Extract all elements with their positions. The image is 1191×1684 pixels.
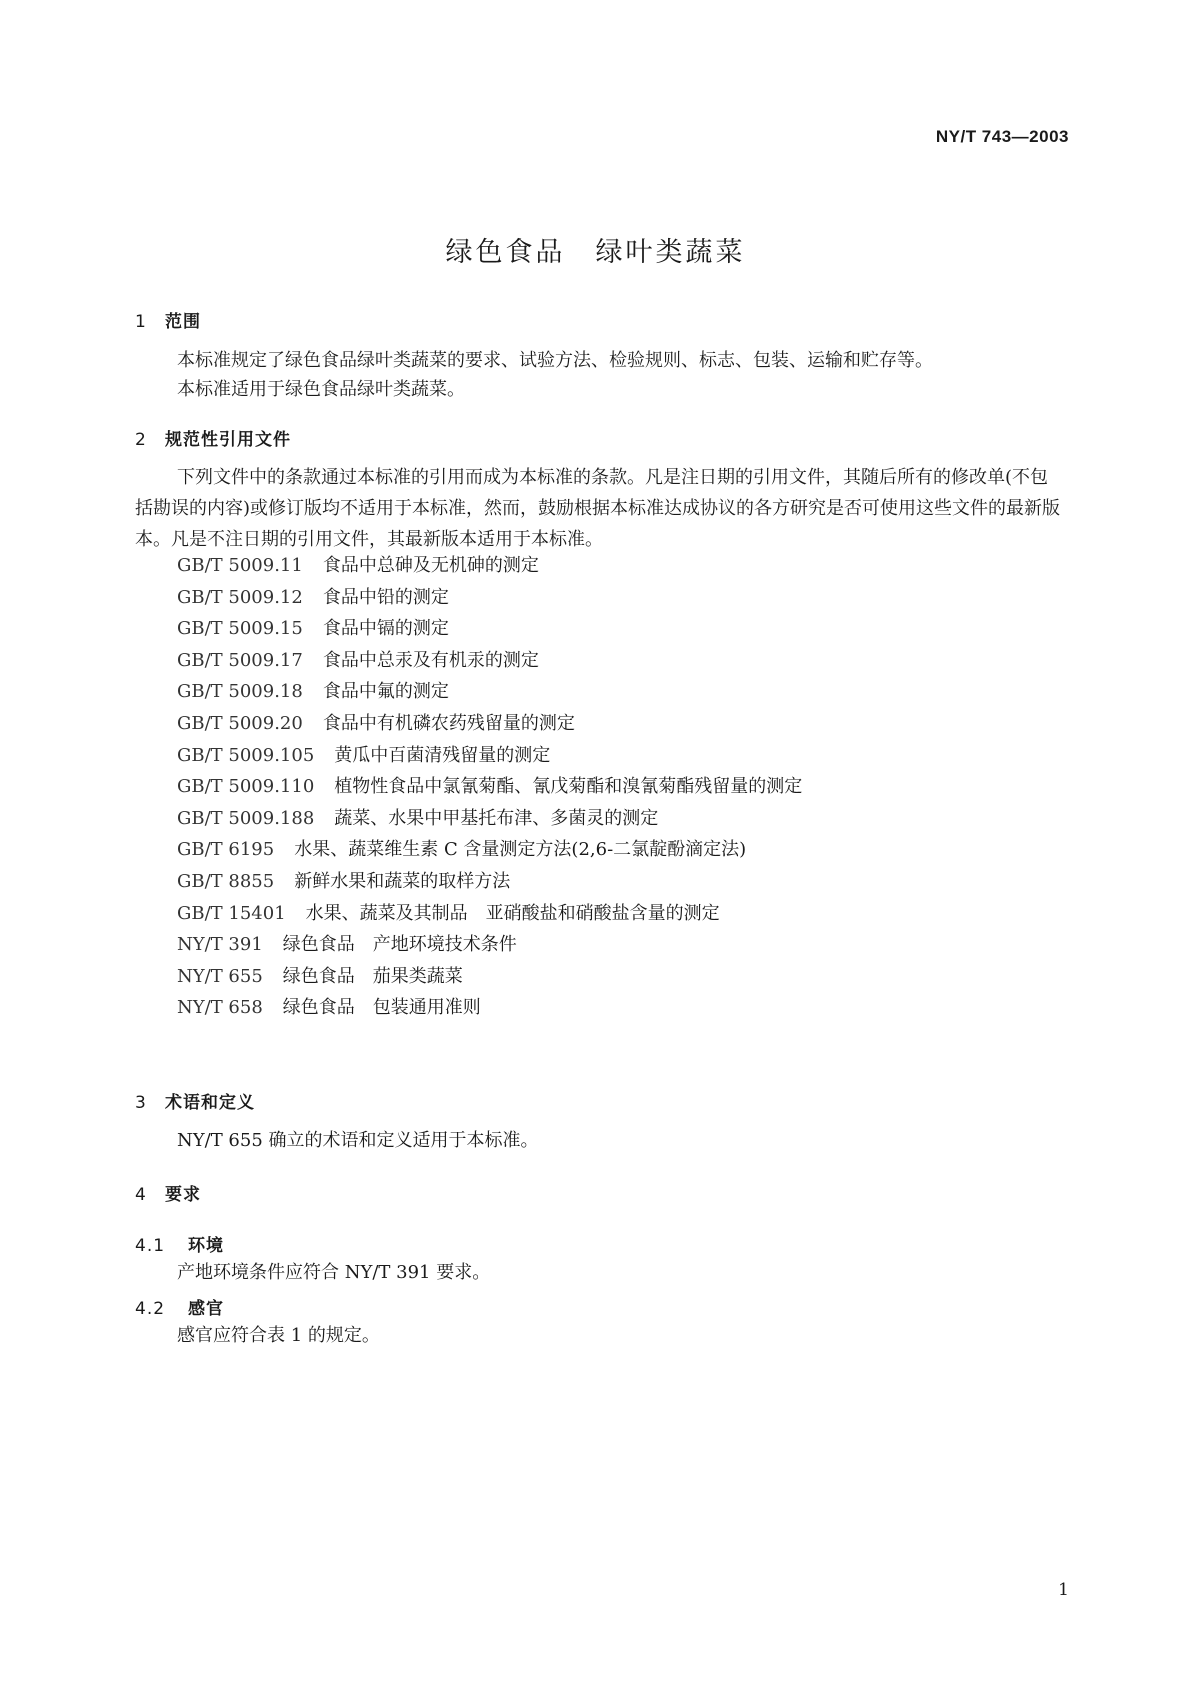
section-4-heading: [135, 1180, 201, 1205]
reference-item: [177, 834, 802, 866]
reference-code: GB/T 5009.105: [177, 744, 315, 766]
reference-code: GB/T 15401: [177, 902, 286, 924]
reference-item: [177, 866, 802, 898]
reference-code: GB/T 5009.188: [177, 807, 315, 829]
reference-item: [177, 613, 802, 645]
section-number: 1: [135, 312, 147, 332]
document-title: 绿色食品 绿叶类蔬菜: [445, 237, 746, 268]
subsection-4-1-heading: [135, 1231, 224, 1256]
scope-paragraph-2: 本标准适用于绿色食品绿叶类蔬菜。: [177, 379, 465, 400]
section-3-heading: [135, 1088, 255, 1113]
reference-code: GB/T 5009.15: [177, 618, 303, 640]
reference-title: 水果、蔬菜维生素 C 含量测定方法(2,6-二氯靛酚滴定法): [294, 839, 747, 861]
reference-code: GB/T 5009.110: [177, 776, 315, 798]
reference-code: NY/T 658: [177, 997, 263, 1019]
section-number: 3: [135, 1093, 147, 1113]
section-number: 2: [135, 430, 147, 450]
reference-code: GB/T 5009.17: [177, 649, 303, 671]
sensory-paragraph: 感官应符合表 1 的规定。: [177, 1325, 380, 1346]
reference-code: GB/T 5009.20: [177, 712, 303, 734]
reference-title: 食品中总砷及无机砷的测定: [322, 555, 539, 576]
section-title: 规范性引用文件: [165, 430, 291, 450]
reference-title: 食品中总汞及有机汞的测定: [322, 649, 539, 671]
reference-title: 水果、蔬菜及其制品 亚硝酸盐和硝酸盐含量的测定: [305, 902, 720, 924]
reference-list: [177, 550, 802, 1024]
reference-item: [177, 676, 802, 708]
scope-paragraph-1: 本标准规定了绿色食品绿叶类蔬菜的要求、试验方法、检验规则、标志、包装、运输和贮存等。: [177, 350, 933, 371]
reference-item: [177, 550, 802, 582]
reference-title: 食品中有机磷农药残留量的测定: [322, 712, 575, 734]
subsection-title: 感官: [188, 1299, 224, 1319]
reference-code: GB/T 5009.11: [177, 555, 303, 576]
standard-number: NY/T 743—2003: [935, 127, 1069, 146]
reference-item: [177, 961, 802, 993]
reference-item: [177, 992, 802, 1024]
reference-code: NY/T 655: [177, 965, 263, 987]
reference-title: 绿色食品 包装通用准则: [282, 997, 481, 1019]
reference-item: [177, 645, 802, 677]
reference-code: GB/T 8855: [177, 870, 275, 892]
section-title: 术语和定义: [165, 1093, 255, 1113]
reference-title: 新鲜水果和蔬菜的取样方法: [294, 870, 511, 892]
terms-paragraph: NY/T 655 确立的术语和定义适用于本标准。: [177, 1130, 539, 1151]
reference-item: [177, 740, 802, 772]
environment-paragraph: 产地环境条件应符合 NY/T 391 要求。: [177, 1262, 491, 1283]
reference-title: 黄瓜中百菌清残留量的测定: [334, 744, 551, 766]
reference-title: 食品中镉的测定: [322, 618, 449, 640]
subsection-title: 环境: [188, 1236, 224, 1256]
section-number: 4: [135, 1185, 147, 1205]
reference-title: 食品中氟的测定: [322, 681, 449, 703]
reference-item: [177, 582, 802, 614]
reference-title: 食品中铅的测定: [322, 586, 449, 608]
section-title: 范围: [165, 312, 201, 332]
subsection-number: 4.1: [135, 1236, 166, 1256]
subsection-number: 4.2: [135, 1299, 166, 1319]
reference-code: GB/T 5009.18: [177, 681, 303, 703]
section-2-heading: [135, 425, 291, 450]
reference-code: GB/T 6195: [177, 839, 275, 861]
subsection-4-2-heading: [135, 1294, 224, 1319]
section-title: 要求: [165, 1185, 201, 1205]
reference-item: [177, 708, 802, 740]
reference-title: 绿色食品 茄果类蔬菜: [282, 965, 463, 987]
page-number: 1: [1058, 1580, 1069, 1600]
reference-title: 蔬菜、水果中甲基托布津、多菌灵的测定: [334, 807, 659, 829]
reference-item: [177, 803, 802, 835]
reference-title: 绿色食品 产地环境技术条件: [282, 934, 517, 956]
reference-code: GB/T 5009.12: [177, 586, 303, 608]
reference-code: NY/T 391: [177, 934, 263, 956]
reference-item: [177, 929, 802, 961]
reference-title: 植物性食品中氯氰菊酯、氰戊菊酯和溴氰菊酯残留量的测定: [334, 776, 803, 798]
reference-item: [177, 898, 802, 930]
section-1-heading: [135, 307, 201, 332]
reference-item: [177, 771, 802, 803]
references-intro: 下列文件中的条款通过本标准的引用而成为本标准的条款。凡是注日期的引用文件，其随后所有的修改单(不包括勘误的内容)或修订版均不适用于本标准，然而，鼓励根据本标准达成协议的各方研究是否可使用这些文件的最新版本。凡是不注日期的引用文件，其最新版本适用于本标准。: [135, 467, 1061, 550]
